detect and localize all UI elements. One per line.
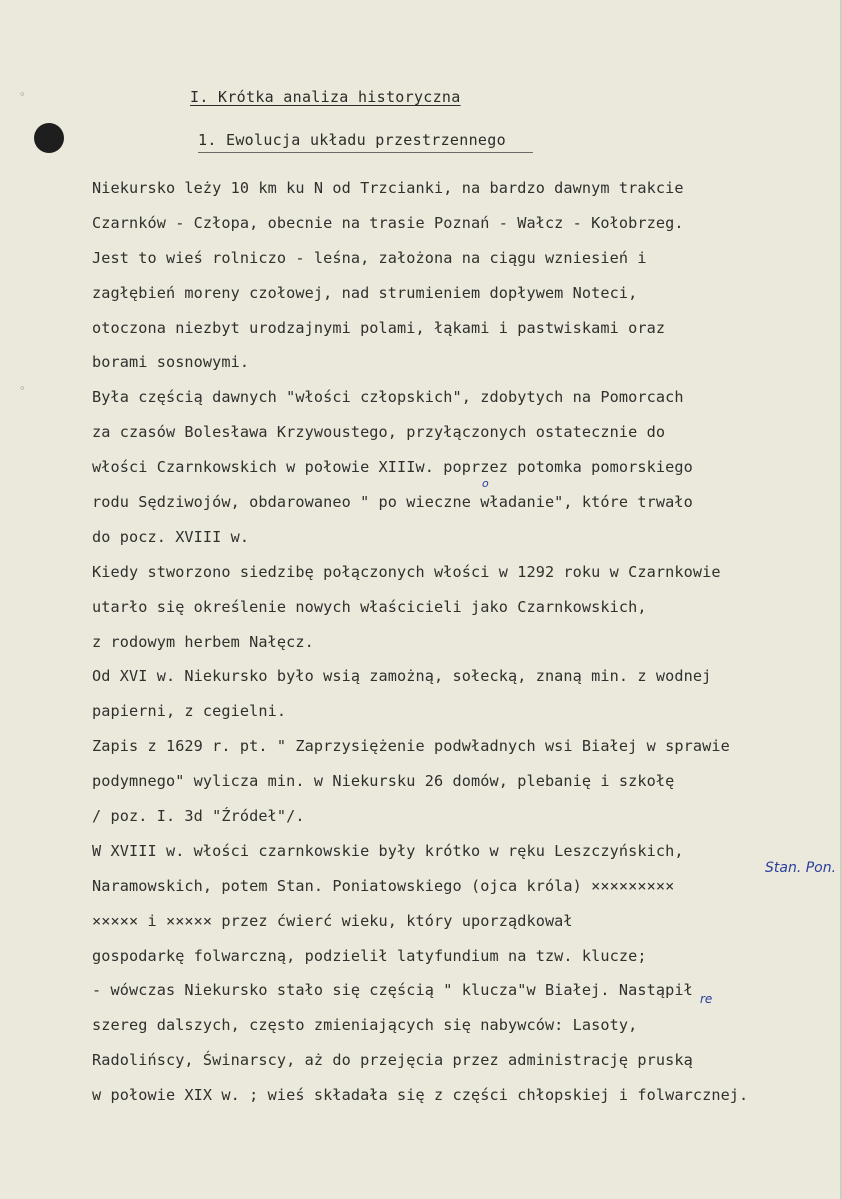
text-line: z rodowym herbem Nałęcz. bbox=[92, 632, 314, 651]
text-line: Niekursko leży 10 km ku N od Trzcianki, na bardzo dawnym trakcie bbox=[92, 179, 684, 197]
text-line: papierni, z cegielni. bbox=[92, 702, 287, 721]
text-line: borami sosnowymi. bbox=[92, 353, 250, 372]
text-line: Była częścią dawnych "włości człopskich", zdobytych na Pomorcach bbox=[92, 388, 684, 407]
text-line: gospodarkę folwarczną, podzielił latyfundium na tzw. klucze; bbox=[92, 946, 647, 965]
punch-hole bbox=[34, 123, 64, 153]
text-line: Kiedy stworzono siedzibę połączonych włości w 1292 roku w Czarnkowie bbox=[92, 562, 721, 581]
text-line: ××××× i ××××× przez ćwierć wieku, który uporządkował bbox=[92, 911, 573, 930]
text-line: rodu Sędziwojów, obdarowaneo " po wieczne władanie", które trwało bbox=[92, 493, 693, 512]
text-line: podymnego" wylicza min. w Niekursku 26 domów, plebanię i szkołę bbox=[92, 772, 675, 791]
heading-underline bbox=[198, 152, 533, 153]
handwritten-correction: re bbox=[700, 992, 713, 1006]
text-line: Od XVI w. Niekursko było wsią zamożną, sołecką, znaną min. z wodnej bbox=[92, 667, 712, 686]
handwritten-margin-note: Stan. Pon. bbox=[765, 860, 837, 876]
text-line: Radolińscy, Świnarscy, aż do przejęcia przez administrację pruską bbox=[92, 1051, 693, 1070]
text-line: szereg dalszych, często zmieniających się nabywców: Lasoty, bbox=[92, 1016, 638, 1035]
text-line: otoczona niezbyt urodzajnymi polami, łąkami i pastwiskami oraz bbox=[92, 318, 666, 337]
body-text bbox=[92, 171, 837, 1113]
text-line: do pocz. XVIII w. bbox=[92, 527, 250, 546]
text-line: utarło się określenie nowych właścicieli jako Czarnkowskich, bbox=[92, 597, 647, 616]
text-line: zagłębień moreny czołowej, nad strumieniem dopływem Noteci, bbox=[92, 283, 638, 302]
text-line: / poz. I. 3d "Źródeł"/. bbox=[92, 807, 305, 826]
text-line: Naramowskich, potem Stan. Poniatowskiego (ojca króla) ××××××××× bbox=[92, 876, 675, 895]
text-line: w połowie XIX w. ; wieś składała się z części chłopskiej i folwarcznej. bbox=[92, 1086, 749, 1105]
text-line: Jest to wieś rolniczo - leśna, założona na ciągu wzniesień i bbox=[92, 248, 647, 267]
section-heading: I. Krótka analiza historyczna bbox=[190, 88, 461, 106]
handwritten-correction: o bbox=[482, 477, 489, 490]
staple-mark-icon: ◦ bbox=[19, 88, 26, 101]
text-line: włości Czarnkowskich w połowie XIIIw. poprzez potomka pomorskiego bbox=[92, 458, 693, 477]
staple-mark-icon: ◦ bbox=[19, 382, 26, 395]
text-line: Zapis z 1629 r. pt. " Zaprzysiężenie podwładnych wsi Białej w sprawie bbox=[92, 737, 730, 756]
text-line: za czasów Bolesława Krzywoustego, przyłączonych ostatecznie do bbox=[92, 423, 666, 442]
subsection-heading: 1. Ewolucja układu przestrzennego bbox=[198, 131, 506, 149]
text-line: W XVIII w. włości czarnkowskie były krótko w ręku Leszczyńskich, bbox=[92, 841, 684, 860]
text-line: Czarnków - Człopa, obecnie na trasie Poznań - Wałcz - Kołobrzeg. bbox=[92, 213, 684, 232]
text-line: - wówczas Niekursko stało się częścią " klucza"w Białej. Nastąpił bbox=[92, 981, 693, 1000]
